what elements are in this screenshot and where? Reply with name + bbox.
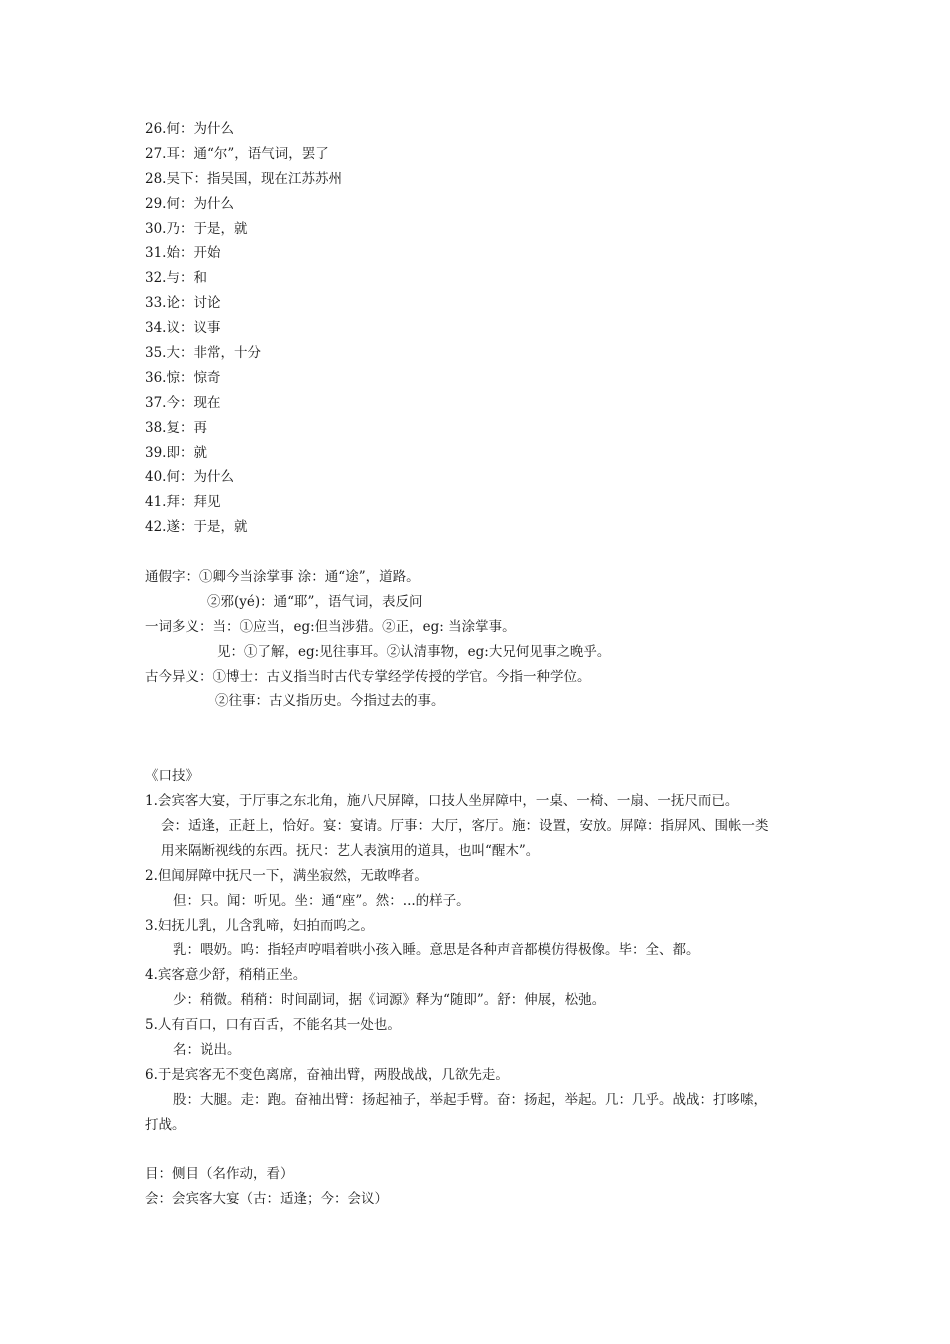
- vocab-item: 31.始：开始: [145, 245, 221, 262]
- note-line: 打战。: [145, 1116, 186, 1133]
- vocab-list: [145, 117, 815, 540]
- extra-line: 会：会宾客大宴（古：适逢；今：会议）: [145, 1191, 388, 1208]
- spacer: [145, 714, 815, 764]
- vocab-item: 28.吴下：指吴国，现在江苏苏州: [145, 170, 342, 187]
- vocab-item: 34.议：议事: [145, 320, 221, 337]
- spacer: [145, 540, 815, 565]
- document-body: [145, 117, 815, 1212]
- vocab-item: 42.遂：于是，就: [145, 519, 248, 536]
- sentence: 1.会宾客大宴，于厅事之东北角，施八尺屏障，口技人坐屏障中，一桌、一椅、一扇、一抚尺而已。: [145, 793, 739, 810]
- vocab-item: 29.何：为什么: [145, 195, 234, 212]
- vocab-item: 38.复：再: [145, 419, 207, 436]
- grammar-section: [145, 565, 815, 714]
- vocab-item: 26.何：为什么: [145, 121, 234, 137]
- sentence: 5.人有百口，口有百舌，不能名其一处也。: [145, 1017, 401, 1034]
- vocab-item: 36.惊：惊奇: [145, 369, 221, 386]
- vocab-item: 32.与：和: [145, 270, 207, 287]
- note-line: 股：大腿。走：跑。奋袖出臂：扬起袖子，举起手臂。奋：扬起，举起。几：几乎。战战：打哆嗦，: [173, 1091, 767, 1108]
- note-line: 用来隔断视线的东西。抚尺：艺人表演用的道具，也叫“醒木”。: [161, 842, 540, 859]
- vocab-item: 41.拜：拜见: [145, 494, 221, 511]
- yiciduoyi-line: 一词多义：当：①应当，eg:但当涉猎。②正，eg: 当涂掌事。: [145, 618, 516, 635]
- sentence: 4.宾客意少舒，稍稍正坐。: [145, 967, 307, 984]
- tongjiazi-line: 通假字：①卿今当涂掌事 涂：通“途”，道路。: [145, 569, 420, 586]
- vocab-item: 37.今：现在: [145, 394, 221, 411]
- extra-section: [145, 1162, 815, 1212]
- gujinyiyi-line: 古今异义：①博士：古义指当时古代专掌经学传授的学官。今指一种学位。: [145, 668, 591, 685]
- note-line: 乳：喂奶。呜：指轻声哼唱着哄小孩入睡。意思是各种声音都模仿得极像。毕：全、都。: [173, 942, 700, 959]
- note-line: 名：说出。: [173, 1041, 241, 1058]
- vocab-item: 35.大：非常，十分: [145, 345, 261, 362]
- vocab-item: 27.耳：通“尔”，语气词，罢了: [145, 145, 329, 162]
- section-title: 《口技》: [145, 768, 199, 785]
- sentence: 3.妇抚儿乳，儿含乳啼，妇拍而呜之。: [145, 917, 374, 934]
- extra-line: 目：侧目（名作动，看）: [145, 1166, 294, 1183]
- gujinyiyi-line: ②往事：古义指历史。今指过去的事。: [215, 693, 445, 710]
- sentence: 2.但闻屏障中抚尺一下，满坐寂然，无敢哗者。: [145, 867, 428, 884]
- yiciduoyi-line: 见：①了解，eg:见往事耳。②认清事物，eg:大兄何见事之晚乎。: [217, 643, 611, 660]
- sentence: 6.于是宾客无不变色离席，奋袖出臂，两股战战，几欲先走。: [145, 1066, 509, 1083]
- vocab-item: 33.论：讨论: [145, 295, 221, 312]
- kouji-section: [145, 764, 815, 1137]
- vocab-item: 40.何：为什么: [145, 469, 234, 486]
- vocab-item: 30.乃：于是，就: [145, 220, 248, 237]
- note-line: 会：适逢，正赶上，恰好。宴：宴请。厅事：大厅，客厅。施：设置，安放。屏障：指屏风、围帐一类: [161, 817, 769, 834]
- spacer: [145, 1138, 815, 1163]
- vocab-item: 39.即：就: [145, 444, 207, 461]
- note-line: 少：稍微。稍稍：时间副词，据《词源》释为“随即”。舒：伸展，松弛。: [173, 992, 606, 1009]
- tongjiazi-line: ②邪(yé)：通“耶”，语气词，表反问: [207, 593, 423, 610]
- note-line: 但：只。闻：听见。坐：通“座”。然：...的样子。: [173, 892, 470, 909]
